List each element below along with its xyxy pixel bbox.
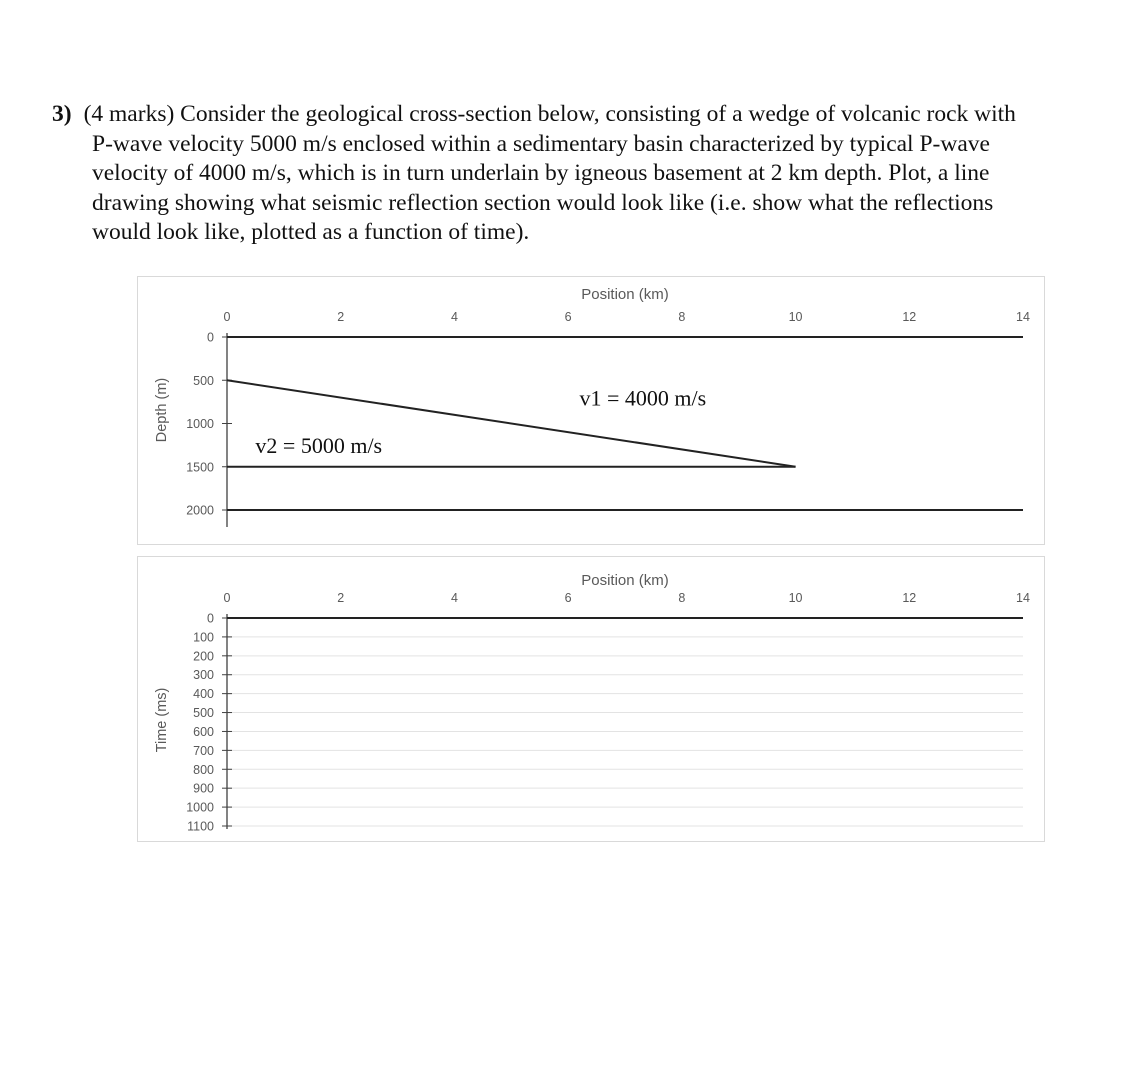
time-y-tick-label: 500 [193,706,214,721]
time-x-tick-label: 12 [902,591,917,605]
depth-x-tick-label: 8 [678,310,686,324]
time-x-tick-label: 0 [223,591,231,605]
time-y-tick-label: 0 [207,611,214,626]
time-y-axis-title: Time (ms) [154,687,170,753]
time-y-tick-label: 300 [193,668,214,683]
time-y-tick-label: 700 [193,743,214,758]
question-number: 3) [52,101,72,127]
depth-x-tick-label: 14 [1016,310,1030,324]
question-line-4: drawing showing what seismic reflection section would look like (i.e. show what the reflections [92,189,994,216]
depth-x-tick-label: 10 [788,310,803,324]
depth-section-chart [137,276,1045,545]
time-x-tick-label: 8 [678,591,686,605]
velocity-label-v2: v2 = 5000 m/s [255,433,383,459]
depth-y-tick-label: 2000 [186,503,214,518]
time-y-tick-label: 800 [193,762,214,777]
question-line-2: P-wave velocity 5000 m/s enclosed within a sedimentary basin characterized by typical P-wave [92,130,990,157]
velocity-label-v1: v1 = 4000 m/s [579,385,707,411]
time-section-svg [138,557,1044,841]
depth-x-tick-label: 4 [450,310,458,324]
time-x-axis-title: Position (km) [581,572,669,589]
question-line-1-text: (4 marks) Consider the geological cross-section below, consisting of a wedge of volcanic rock with [83,101,1016,127]
depth-x-axis-title: Position (km) [581,286,669,303]
time-x-tick-label: 6 [564,591,572,605]
depth-x-tick-label: 2 [337,310,345,324]
time-y-tick-label: 1000 [186,800,214,815]
time-y-tick-label: 1100 [187,819,214,834]
depth-x-tick-label: 12 [902,310,917,324]
question-line-1 [52,100,1112,130]
depth-y-tick-label: 1000 [186,417,214,431]
time-y-tick-label: 600 [193,724,214,739]
time-section-chart [137,556,1045,842]
question-line-5: would look like, plotted as a function of time). [92,219,530,245]
time-y-tick-label: 900 [193,781,214,796]
time-y-tick-label: 200 [193,649,214,664]
time-y-tick-label: 100 [193,630,214,645]
depth-y-tick-label: 0 [207,330,214,345]
depth-section-svg [138,277,1044,544]
time-x-tick-label: 10 [788,591,803,605]
time-y-tick-label: 400 [193,687,214,702]
depth-x-tick-label: 6 [564,310,572,324]
depth-y-tick-label: 1500 [186,460,214,475]
time-x-tick-label: 4 [450,591,458,605]
depth-x-tick-label: 0 [223,310,231,324]
depth-y-axis-title: Depth (m) [154,377,170,443]
question-text [52,100,1112,248]
depth-y-tick-label: 500 [193,373,214,388]
time-x-tick-label: 2 [337,591,345,605]
question-line-3: velocity of 4000 m/s, which is in turn underlain by igneous basement at 2 km depth. Plot, a line [92,160,990,186]
time-x-tick-label: 14 [1016,591,1030,605]
